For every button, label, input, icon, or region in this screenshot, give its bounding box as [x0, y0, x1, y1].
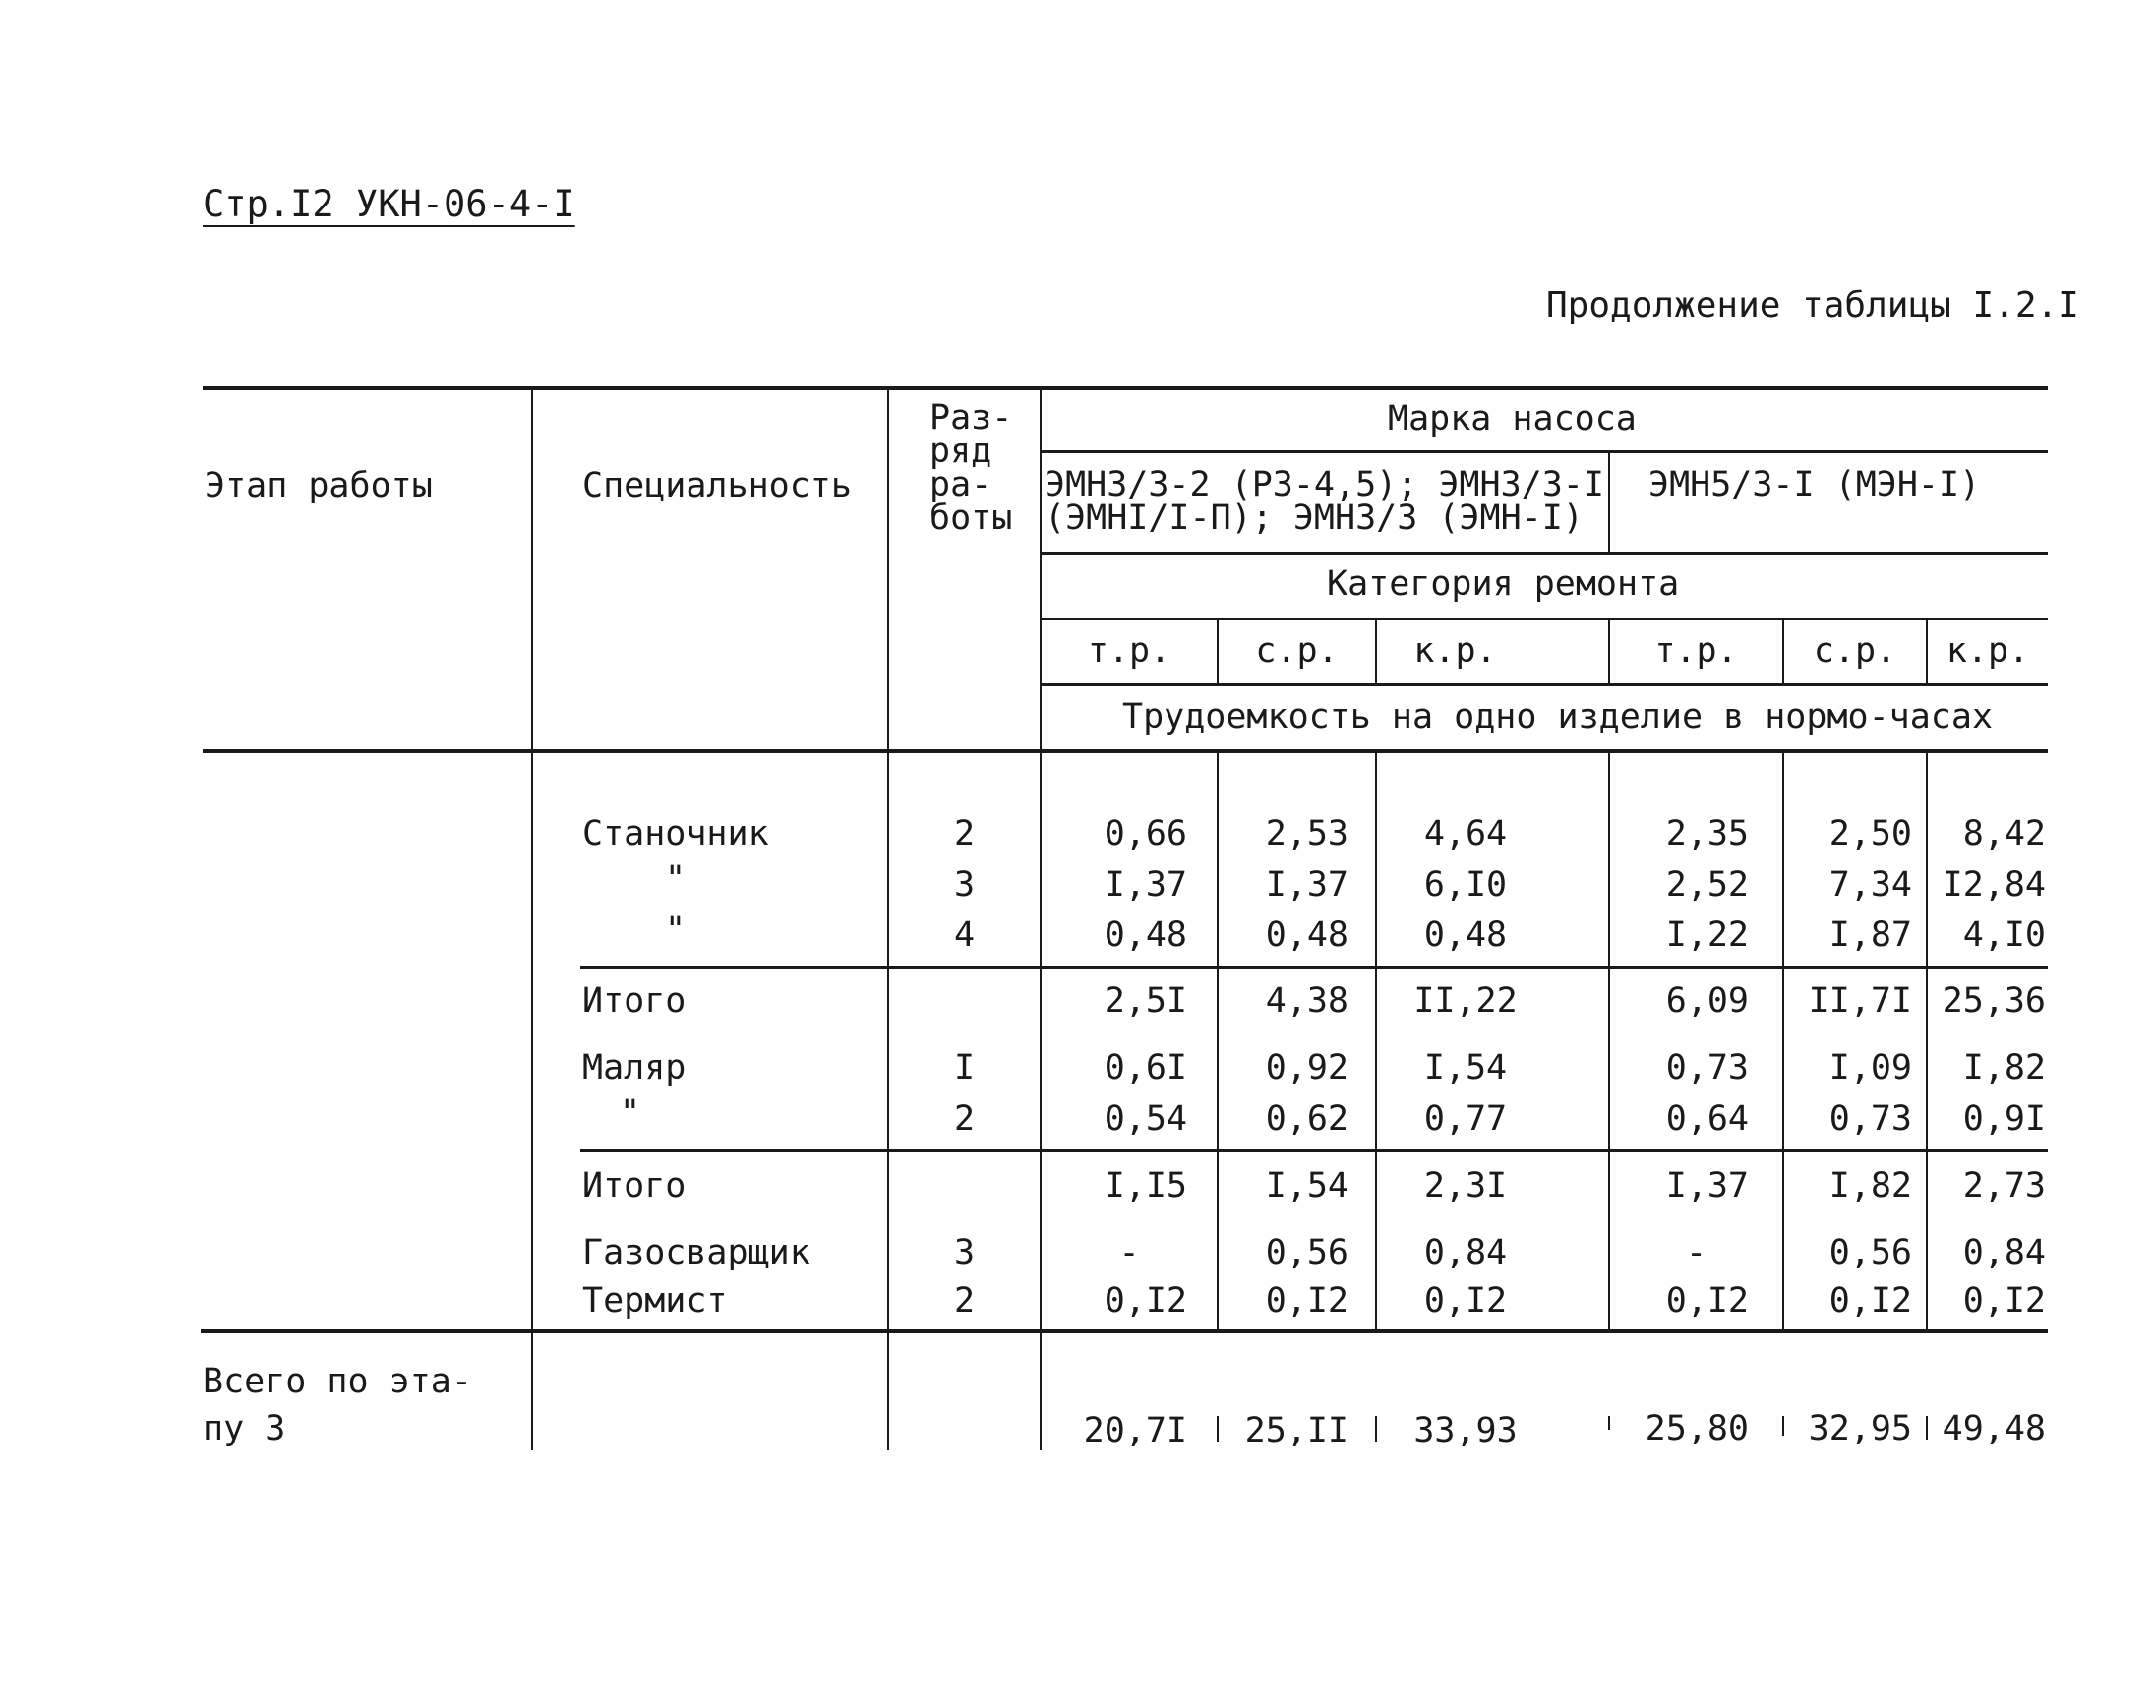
row-value: 0,73 [1828, 1099, 1912, 1139]
row-specialty: Термист [582, 1281, 728, 1321]
rule-under-brand [1040, 450, 2048, 453]
total-value: 49,48 [1942, 1409, 2046, 1448]
total-value: 20,7I [1083, 1411, 1187, 1450]
row-value: 0,I2 [1104, 1281, 1187, 1321]
row-value: 0,I2 [1828, 1281, 1912, 1321]
row-value: I,09 [1828, 1048, 1912, 1088]
category-cell: к.р. [1946, 631, 2030, 671]
row-value: 6,09 [1665, 981, 1749, 1021]
header-specialty: Специальность [582, 466, 852, 505]
row-value: 0,48 [1423, 915, 1508, 955]
table-caption: Продолжение таблицы I.2.I [1546, 285, 2079, 325]
row-specialty: Станочник [582, 814, 769, 854]
rule-under-categories [1040, 683, 2048, 686]
total-value: 32,95 [1808, 1409, 1912, 1448]
row-value: 0,I2 [1665, 1281, 1749, 1321]
row-value: I,I5 [1104, 1166, 1187, 1206]
row-value: 0,62 [1265, 1099, 1348, 1139]
row-grade: 3 [953, 865, 976, 905]
row-value: 0,54 [1104, 1099, 1187, 1139]
row-value: I,87 [1828, 915, 1912, 955]
rule-under-category [1040, 618, 2048, 620]
row-value: 0,66 [1104, 814, 1187, 854]
total-label-line-1: Всего по эта- [203, 1362, 472, 1401]
row-value: 0,48 [1104, 915, 1187, 955]
header-grade-line: боты [929, 499, 1013, 538]
row-value: 2,5I [1104, 981, 1187, 1021]
row-grade: 2 [953, 1099, 976, 1139]
row-value: 0,48 [1265, 915, 1348, 955]
category-cell: т.р. [1654, 631, 1738, 671]
row-grade: 4 [953, 915, 976, 955]
row-value: II,7I [1808, 981, 1912, 1021]
row-value: 7,34 [1828, 865, 1912, 905]
header-grade-line: ряд [929, 432, 992, 471]
total-value: 33,93 [1413, 1411, 1518, 1450]
row-value: I,37 [1265, 865, 1348, 905]
row-value: 2,52 [1665, 865, 1749, 905]
row-value: 2,53 [1265, 814, 1348, 854]
header-grade-line: Раз- [929, 398, 1013, 438]
row-value: 0,I2 [1962, 1281, 2046, 1321]
header-pump-brand: Марка насоса [1388, 399, 1637, 439]
header-labor-intensity: Трудоемкость на одно изделие в нормо-часах [1122, 697, 1994, 736]
row-specialty: " [620, 1093, 641, 1133]
rule-header-bottom [203, 749, 2048, 753]
header-grade-line: ра- [929, 465, 992, 504]
rule-top [203, 386, 2048, 390]
category-cell: с.р. [1813, 631, 1897, 671]
vrule-group-split [1608, 452, 1610, 554]
row-value: I,54 [1423, 1048, 1508, 1088]
row-value: 0,84 [1423, 1233, 1508, 1272]
row-value: I,37 [1665, 1166, 1749, 1206]
row-value: - [1118, 1233, 1140, 1272]
row-grade: 3 [953, 1233, 976, 1272]
header-repair-category: Категория ремонта [1327, 564, 1680, 604]
row-value: 0,64 [1665, 1099, 1749, 1139]
row-value: 0,77 [1423, 1099, 1508, 1139]
total-label-line-2: пу 3 [203, 1409, 286, 1448]
row-value: 25,36 [1942, 981, 2046, 1021]
row-value: 0,92 [1265, 1048, 1348, 1088]
row-value: 2,3I [1423, 1166, 1508, 1206]
row-value: I2,84 [1942, 865, 2046, 905]
header-pump-group-1-line-2: (ЭМНI/I-П); ЭМН3/3 (ЭМН-I) [1045, 499, 1584, 538]
row-value: 2,73 [1962, 1166, 2046, 1206]
category-cell: т.р. [1087, 631, 1171, 671]
row-value: 0,73 [1665, 1048, 1749, 1088]
header-stage: Этап работы [205, 466, 433, 505]
row-value: 0,6I [1104, 1048, 1187, 1088]
row-value: 8,42 [1962, 814, 2046, 854]
row-value: 2,50 [1828, 814, 1912, 854]
total-value: 25,80 [1645, 1409, 1749, 1448]
row-value: I,22 [1665, 915, 1749, 955]
row-specialty: Маляр [582, 1048, 687, 1088]
row-value: 2,35 [1665, 814, 1749, 854]
row-value: - [1685, 1233, 1707, 1272]
header-pump-group-1-line-1: ЭМН3/3-2 (Р3-4,5); ЭМН3/3-I [1045, 465, 1604, 504]
row-value: 0,9I [1962, 1099, 2046, 1139]
row-value: 0,56 [1828, 1233, 1912, 1272]
row-specialty: Итого [582, 1166, 687, 1206]
row-value: I,82 [1828, 1166, 1912, 1206]
total-value: 25,II [1244, 1411, 1348, 1450]
row-specialty: Газосварщик [582, 1233, 810, 1272]
row-value: 0,I2 [1423, 1281, 1508, 1321]
row-specialty: " [665, 911, 687, 950]
row-value: 4,64 [1423, 814, 1508, 854]
vrule-stage [531, 388, 533, 1450]
header-pump-group-2: ЭМН5/3-I (МЭН-I) [1648, 465, 1981, 504]
row-specialty: " [665, 859, 687, 899]
row-value: 6,I0 [1423, 865, 1508, 905]
row-value: I,37 [1104, 865, 1187, 905]
row-grade: 2 [953, 1281, 976, 1321]
row-value: 4,38 [1265, 981, 1348, 1021]
row-value: 0,56 [1265, 1233, 1348, 1272]
rule-before-total [201, 1329, 2048, 1333]
row-value: I,54 [1265, 1166, 1348, 1206]
row-value: 0,84 [1962, 1233, 2046, 1272]
row-specialty: Итого [582, 981, 687, 1021]
category-cell: к.р. [1413, 631, 1497, 671]
rule-subtotal-1 [580, 966, 2048, 969]
row-grade: 2 [953, 814, 976, 854]
row-grade: I [953, 1048, 976, 1088]
rule-subtotal-2 [580, 1149, 2048, 1152]
page-header: Стр.I2 УКН-06-4-I [203, 183, 575, 225]
row-value: 0,I2 [1265, 1281, 1348, 1321]
row-value: 4,I0 [1962, 915, 2046, 955]
rule-under-pumps [1040, 552, 2048, 555]
category-cell: с.р. [1255, 631, 1339, 671]
row-value: I,82 [1962, 1048, 2046, 1088]
row-value: II,22 [1413, 981, 1518, 1021]
